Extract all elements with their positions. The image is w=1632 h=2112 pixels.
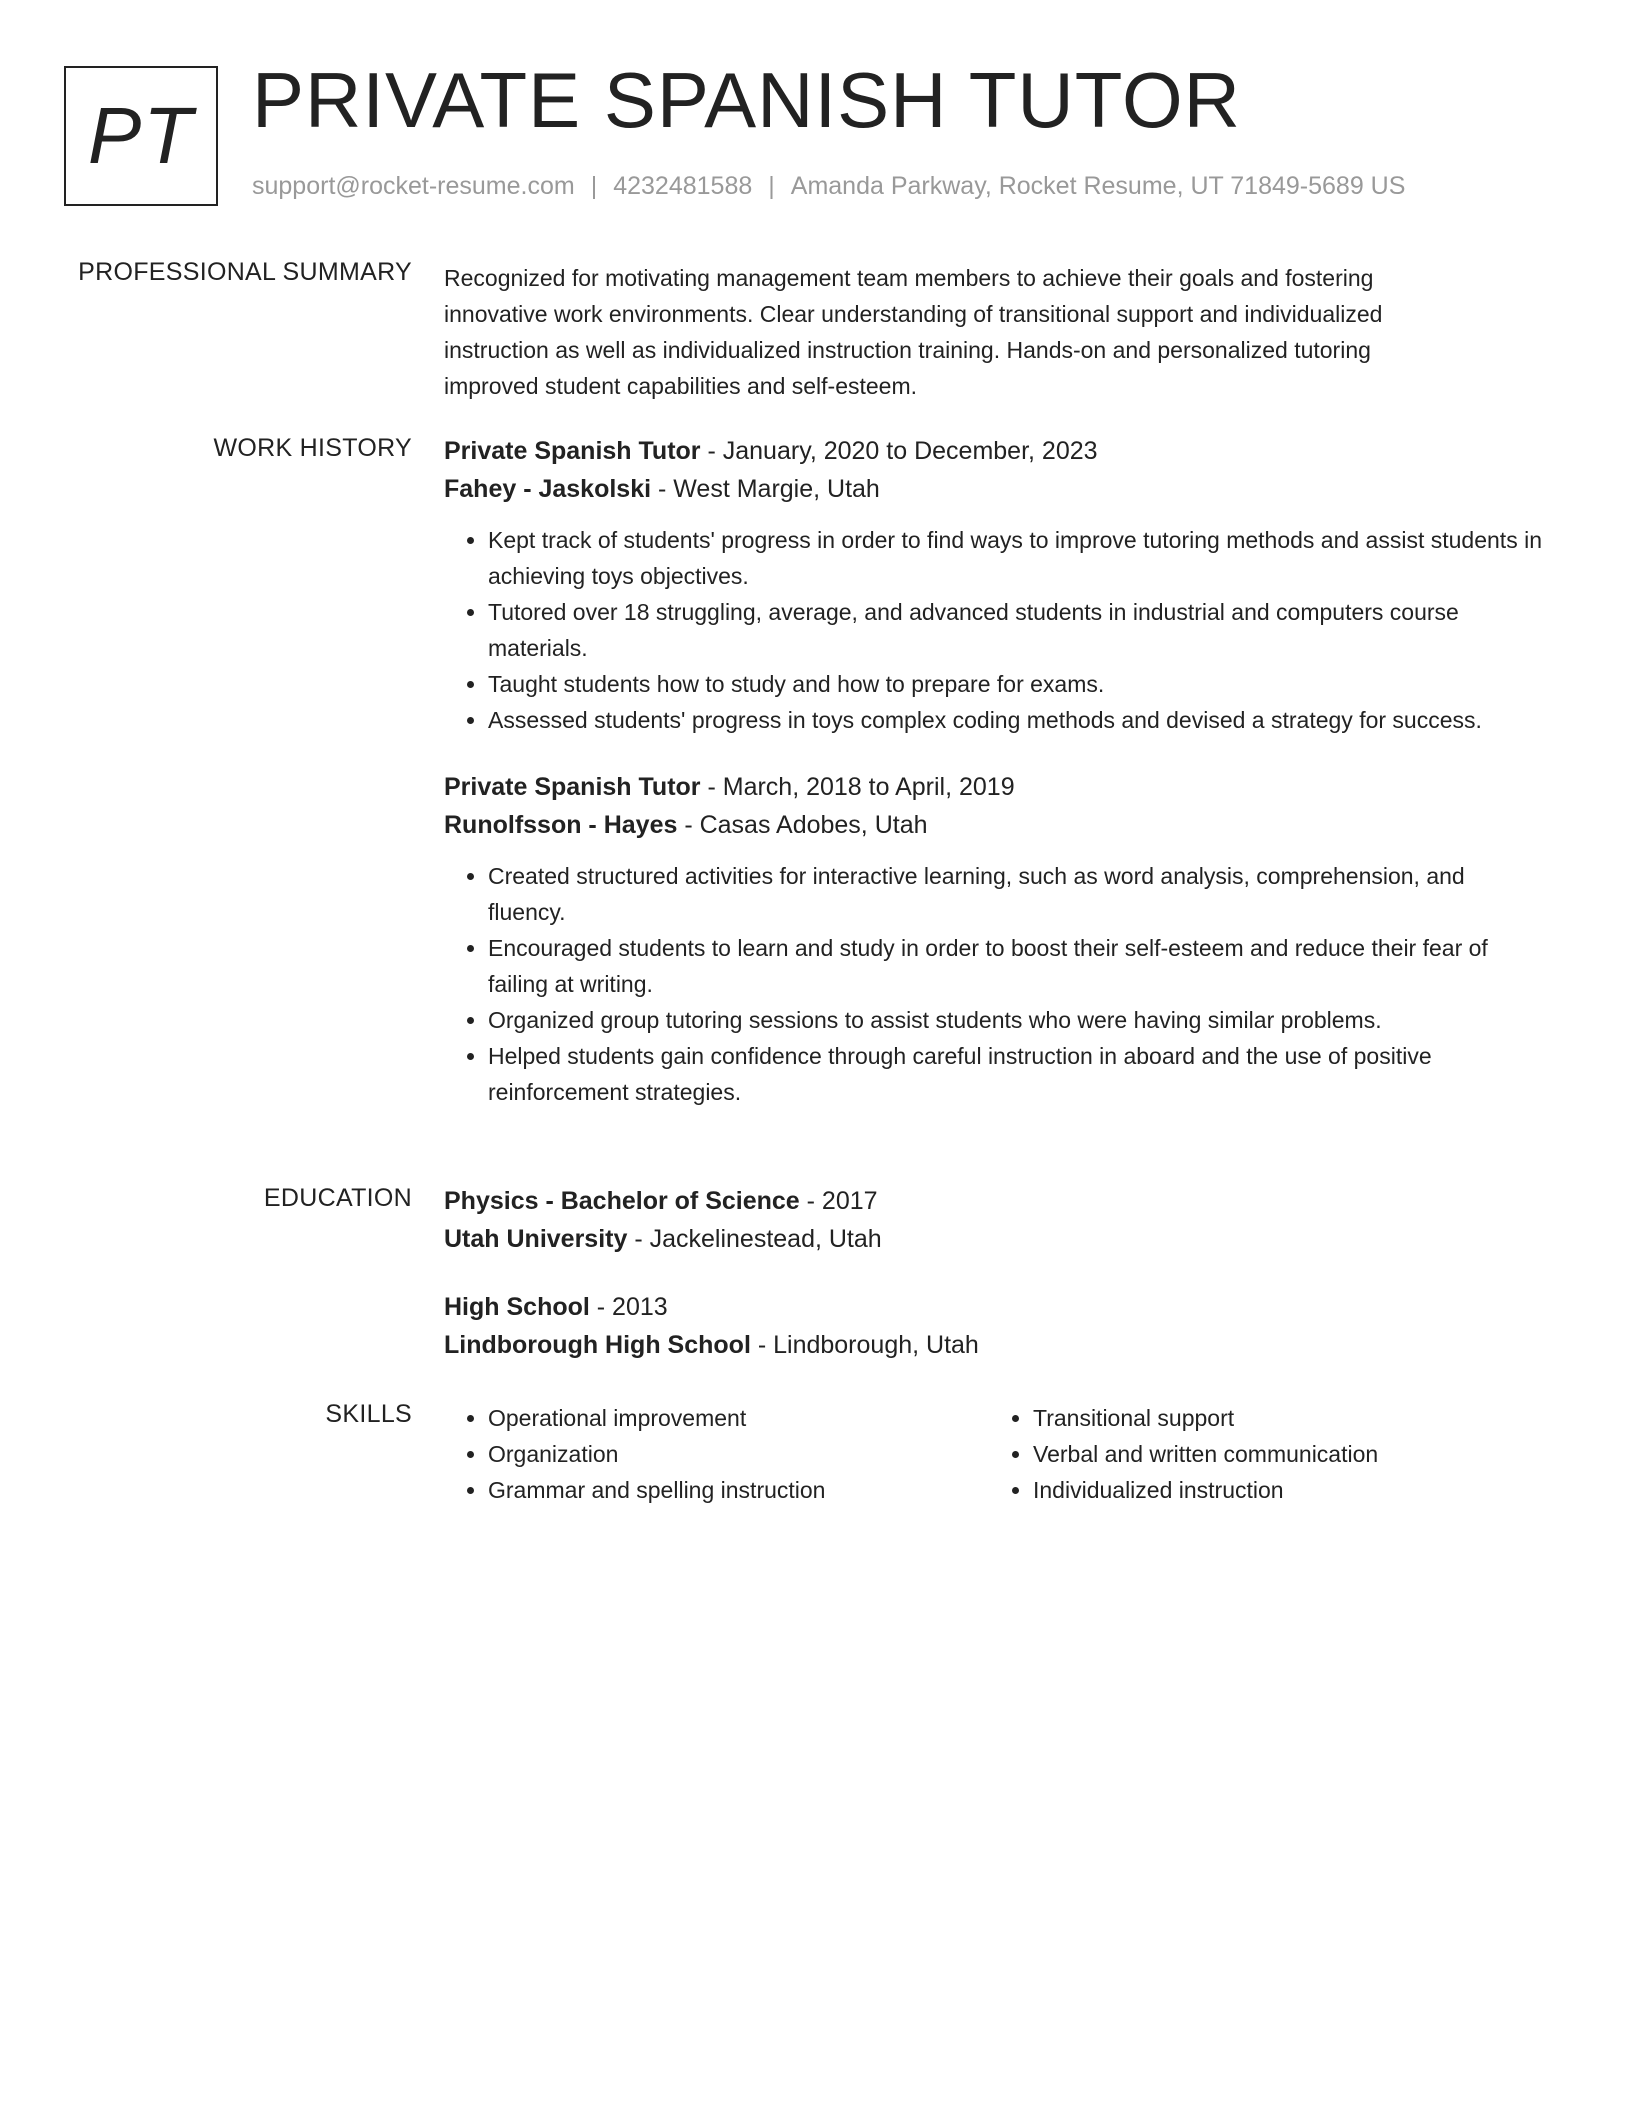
skill-item: • Verbal and written communication bbox=[1033, 1436, 1534, 1472]
section-label-education: EDUCATION bbox=[263, 1184, 412, 1212]
job-title: Private Spanish Tutor bbox=[444, 773, 701, 801]
skill-item: • Individualized instruction bbox=[1033, 1472, 1534, 1508]
skill-item: • Organization bbox=[488, 1436, 989, 1472]
job-dates: - January, 2020 to December, 2023 bbox=[700, 437, 1098, 465]
skill-item: • Transitional support bbox=[1033, 1400, 1534, 1436]
job-bullet: • Organized group tutoring sessions to assist students who were having similar problems. bbox=[488, 1002, 1544, 1038]
contact-address: Amanda Parkway, Rocket Resume, UT 71849-5689 US bbox=[790, 172, 1406, 200]
resume-name: PRIVATE SPANISH TUTOR bbox=[252, 56, 1241, 144]
job-bullet: • Tutored over 18 struggling, average, and advanced students in industrial and computers course materials. bbox=[488, 594, 1544, 666]
job-bullet: • Taught students how to study and how to prepare for exams. bbox=[488, 666, 1544, 702]
contact-separator: | bbox=[768, 172, 775, 200]
education-entry bbox=[444, 1182, 1544, 1258]
job-title: Private Spanish Tutor bbox=[444, 437, 701, 465]
education-degree: Physics - Bachelor of Science bbox=[444, 1187, 800, 1215]
job-bullet: • Encouraged students to learn and study in order to boost their self-esteem and reduce their fear of failing at writing. bbox=[488, 930, 1544, 1002]
job-company: Runolfsson - Hayes bbox=[444, 811, 678, 839]
summary-text: Recognized for motivating management team members to achieve their goals and fostering innovative work environments. Clear understanding of transitional support and individualized instruction as well as individualized instruction training. Hands-on and personalized tutoring improved student capabilities and self-esteem. bbox=[444, 265, 1383, 399]
skills-list-left bbox=[444, 1400, 989, 1508]
section-label-summary: PROFESSIONAL SUMMARY bbox=[78, 258, 412, 286]
job-bullets bbox=[444, 522, 1544, 738]
section-label-work-history: WORK HISTORY bbox=[213, 434, 412, 462]
contact-email: support@rocket-resume.com bbox=[252, 172, 575, 200]
job-bullet: • Helped students gain confidence through careful instruction in aboard and the use of positive reinforcement strategies. bbox=[488, 1038, 1544, 1110]
job-bullet: • Kept track of students' progress in order to find ways to improve tutoring methods and assist students in achieving toys objectives. bbox=[488, 522, 1544, 594]
job-dates: - March, 2018 to April, 2019 bbox=[700, 773, 1015, 801]
skills-list-right bbox=[989, 1400, 1534, 1508]
contact-line bbox=[252, 172, 1405, 201]
contact-phone: 4232481588 bbox=[613, 172, 753, 200]
education-year: - 2017 bbox=[799, 1187, 878, 1215]
education-degree: High School bbox=[444, 1293, 590, 1321]
job-entry bbox=[444, 768, 1544, 1110]
education-year: - 2013 bbox=[589, 1293, 668, 1321]
education-location: - Jackelinestead, Utah bbox=[627, 1225, 882, 1253]
job-location: - Casas Adobes, Utah bbox=[677, 811, 928, 839]
skill-item: • Grammar and spelling instruction bbox=[488, 1472, 989, 1508]
job-location: - West Margie, Utah bbox=[651, 475, 880, 503]
section-label-skills: SKILLS bbox=[325, 1400, 412, 1428]
monogram-text: PT bbox=[87, 91, 195, 180]
education-entry bbox=[444, 1288, 1544, 1364]
monogram-badge bbox=[64, 66, 218, 206]
education-school: Lindborough High School bbox=[444, 1331, 751, 1359]
contact-separator: | bbox=[590, 172, 598, 200]
job-company: Fahey - Jaskolski bbox=[444, 475, 652, 503]
job-bullet: • Assessed students' progress in toys complex coding methods and devised a strategy for success. bbox=[488, 702, 1544, 738]
education-school: Utah University bbox=[444, 1225, 628, 1253]
job-bullets bbox=[444, 858, 1544, 1110]
job-entry bbox=[444, 432, 1544, 738]
job-bullet: • Created structured activities for interactive learning, such as word analysis, comprehension, and fluency. bbox=[488, 858, 1544, 930]
skill-item: • Operational improvement bbox=[488, 1400, 989, 1436]
education-location: - Lindborough, Utah bbox=[750, 1331, 979, 1359]
